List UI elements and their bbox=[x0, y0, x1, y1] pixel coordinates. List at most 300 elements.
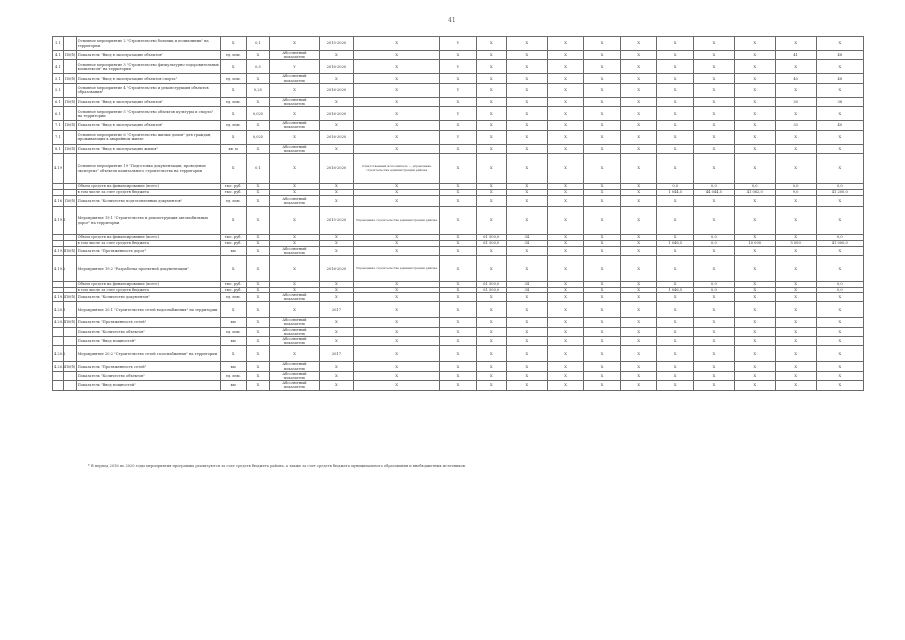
cell-value: X bbox=[476, 318, 506, 327]
cell-value: X bbox=[693, 107, 734, 121]
cell-code bbox=[63, 337, 76, 346]
cell-value: X bbox=[693, 83, 734, 97]
cell-value: X bbox=[693, 362, 734, 371]
cell-value: X bbox=[440, 74, 477, 83]
cell-period: X bbox=[319, 371, 353, 380]
cell-value: 61 500,0 bbox=[476, 235, 506, 241]
cell-name: Показатель "Количество документов" bbox=[76, 292, 220, 301]
cell-name: Основное мероприятие 5 "Строительство объектов культуры и спорта" на территории bbox=[76, 107, 220, 121]
cell-value: X bbox=[816, 83, 863, 97]
cell-value: X bbox=[693, 60, 734, 74]
cell-value: X bbox=[816, 37, 863, 51]
cell-value: Y bbox=[440, 130, 477, 144]
cell-value: X bbox=[657, 247, 694, 256]
cell-value: X bbox=[440, 327, 477, 336]
cell-val: 0,5 bbox=[246, 60, 270, 74]
table-row bbox=[53, 121, 864, 130]
cell-c4: Абсолютный показатель bbox=[270, 121, 319, 130]
cell-value: X bbox=[620, 235, 657, 241]
cell-value: X bbox=[620, 144, 657, 153]
cell-num: 4.19.2 bbox=[53, 256, 64, 282]
cell-value: X bbox=[816, 144, 863, 153]
cell-value: X bbox=[440, 235, 477, 241]
cell-period: X bbox=[319, 97, 353, 106]
cell-value: X bbox=[547, 371, 584, 380]
cell-value: X bbox=[620, 74, 657, 83]
cell-value: X bbox=[734, 60, 775, 74]
cell-value: 40 bbox=[816, 121, 863, 130]
cell-value: 41 200,0 bbox=[816, 190, 863, 196]
cell-value: X bbox=[657, 337, 694, 346]
cell-value: X bbox=[584, 37, 621, 51]
table-row bbox=[53, 256, 864, 282]
cell-name: Показатель "Протяженность сетей" bbox=[76, 318, 220, 327]
cell-num bbox=[53, 337, 64, 346]
cell-period: X bbox=[319, 362, 353, 371]
cell-name: Мероприятие 20.1 "Строительство сетей водоснабжения" на территории bbox=[76, 302, 220, 318]
cell-unit: ед. изм. bbox=[220, 196, 246, 207]
cell-value: X bbox=[734, 247, 775, 256]
cell-value: X bbox=[734, 107, 775, 121]
cell-period: X bbox=[319, 241, 353, 247]
cell-unit: км bbox=[220, 362, 246, 371]
cell-c4: X bbox=[270, 83, 319, 97]
cell-period: 2015-2020 bbox=[319, 37, 353, 51]
cell-value: X bbox=[657, 74, 694, 83]
cell-value: X bbox=[734, 207, 775, 235]
cell-value: 0,0 bbox=[775, 184, 816, 190]
cell-value: X bbox=[584, 196, 621, 207]
cell-c4: Абсолютный показатель bbox=[270, 318, 319, 327]
cell-value: X bbox=[693, 74, 734, 83]
cell-value: X bbox=[816, 371, 863, 380]
cell-value: 0,0 bbox=[816, 235, 863, 241]
cell-value: X bbox=[657, 207, 694, 235]
cell-value: X bbox=[547, 51, 584, 60]
cell-value: Y bbox=[440, 37, 477, 51]
cell-value: X bbox=[440, 287, 477, 292]
cell-value: X bbox=[620, 121, 657, 130]
cell-value: X bbox=[775, 235, 816, 241]
cell-value: X bbox=[506, 51, 547, 60]
cell-value: X bbox=[816, 256, 863, 282]
cell-period: X bbox=[319, 282, 353, 287]
cell-value: X bbox=[734, 51, 775, 60]
cell-value: X bbox=[547, 184, 584, 190]
cell-code: П0(б) bbox=[63, 318, 76, 327]
cell-unit: тыс. руб. bbox=[220, 184, 246, 190]
cell-val: X bbox=[246, 247, 270, 256]
cell-value: X bbox=[547, 302, 584, 318]
cell-num: 6.1 bbox=[53, 97, 64, 106]
cell-value: X bbox=[547, 362, 584, 371]
cell-value: X bbox=[547, 83, 584, 97]
cell-value: X bbox=[816, 130, 863, 144]
cell-name: в том числе за счет средств бюджета bbox=[76, 287, 220, 292]
cell-name: Показатель "Ввод в эксплуатацию объектов спорта" bbox=[76, 74, 220, 83]
cell-value: X bbox=[440, 207, 477, 235]
cell-value: X bbox=[775, 302, 816, 318]
cell-value: X bbox=[584, 346, 621, 362]
cell-code bbox=[63, 256, 76, 282]
cell-value: X bbox=[547, 130, 584, 144]
cell-num: 4.19.2 bbox=[53, 292, 64, 301]
cell-value: X bbox=[775, 37, 816, 51]
cell-name: Основное мероприятие 2 "Строительство больниц и поликлиник" на территории bbox=[76, 37, 220, 51]
cell-value: X bbox=[547, 97, 584, 106]
cell-value: X bbox=[657, 292, 694, 301]
cell-value: X bbox=[620, 37, 657, 51]
cell-value: X bbox=[775, 337, 816, 346]
cell-value: 38 bbox=[816, 97, 863, 106]
cell-value: X bbox=[775, 130, 816, 144]
cell-name: Объем средств на финансирование (всего) bbox=[76, 184, 220, 190]
cell-value: X bbox=[693, 371, 734, 380]
cell-value: 34 bbox=[506, 241, 547, 247]
cell-value: X bbox=[354, 51, 440, 60]
cell-value: X bbox=[440, 371, 477, 380]
cell-value: X bbox=[506, 190, 547, 196]
cell-value: X bbox=[506, 144, 547, 153]
table-row bbox=[53, 362, 864, 371]
cell-value: 0,0 bbox=[657, 184, 694, 190]
cell-value: X bbox=[657, 121, 694, 130]
cell-num: 5.1 bbox=[53, 83, 64, 97]
cell-value: X bbox=[476, 144, 506, 153]
cell-num: 4.1 bbox=[53, 51, 64, 60]
cell-val: 0,025 bbox=[246, 130, 270, 144]
cell-value: X bbox=[734, 154, 775, 184]
cell-value: X bbox=[547, 287, 584, 292]
cell-value: X bbox=[440, 318, 477, 327]
cell-value: X bbox=[547, 318, 584, 327]
cell-value: X bbox=[657, 107, 694, 121]
cell-value: X bbox=[547, 256, 584, 282]
cell-value: X bbox=[657, 51, 694, 60]
cell-value: Y bbox=[440, 107, 477, 121]
cell-code: П0(б) bbox=[63, 247, 76, 256]
cell-value: X bbox=[816, 207, 863, 235]
cell-value: X bbox=[506, 154, 547, 184]
cell-value: X bbox=[506, 247, 547, 256]
table-row bbox=[53, 97, 864, 106]
cell-c4: Абсолютный показатель bbox=[270, 97, 319, 106]
cell-name: Показатель "Ввод мощностей" bbox=[76, 337, 220, 346]
cell-value: X bbox=[354, 327, 440, 336]
cell-value: X bbox=[354, 196, 440, 207]
cell-value: 9,0 bbox=[775, 190, 816, 196]
table-row bbox=[53, 130, 864, 144]
cell-value: X bbox=[693, 51, 734, 60]
cell-value: X bbox=[620, 292, 657, 301]
cell-name: Мероприятие 19.2 "Разработка проектной документации" bbox=[76, 256, 220, 282]
cell-num: 4.20.2 bbox=[53, 346, 64, 362]
cell-value: X bbox=[775, 60, 816, 74]
cell-value: X bbox=[657, 83, 694, 97]
cell-value: X bbox=[476, 207, 506, 235]
table-row bbox=[53, 371, 864, 380]
cell-value: X bbox=[506, 362, 547, 371]
cell-name: Показатель "Протяженность сетей" bbox=[76, 362, 220, 371]
cell-value: 5 000 bbox=[775, 241, 816, 247]
table-row bbox=[53, 51, 864, 60]
cell-c4: X bbox=[270, 184, 319, 190]
cell-value: 48 bbox=[816, 74, 863, 83]
cell-value: X bbox=[693, 207, 734, 235]
cell-value: X bbox=[476, 51, 506, 60]
cell-value: X bbox=[620, 184, 657, 190]
cell-unit: ед. изм. bbox=[220, 74, 246, 83]
cell-value: X bbox=[693, 196, 734, 207]
cell-value: X bbox=[816, 60, 863, 74]
cell-code bbox=[63, 207, 76, 235]
cell-value: X bbox=[440, 121, 477, 130]
cell-unit: X bbox=[220, 302, 246, 318]
cell-value: X bbox=[476, 371, 506, 380]
cell-value: X bbox=[440, 154, 477, 184]
cell-value: X bbox=[584, 60, 621, 74]
cell-value: X bbox=[620, 282, 657, 287]
cell-val: X bbox=[246, 256, 270, 282]
cell-num: 4.1 bbox=[53, 60, 64, 74]
cell-value: X bbox=[584, 282, 621, 287]
cell-value: X bbox=[816, 247, 863, 256]
table-row bbox=[53, 207, 864, 235]
cell-value: 61 500,0 bbox=[476, 282, 506, 287]
cell-val: X bbox=[246, 337, 270, 346]
cell-value: X bbox=[547, 190, 584, 196]
cell-value: X bbox=[620, 346, 657, 362]
cell-value: X bbox=[506, 337, 547, 346]
cell-value: X bbox=[547, 60, 584, 74]
table-row bbox=[53, 292, 864, 301]
cell-value: X bbox=[584, 130, 621, 144]
cell-value: X bbox=[506, 130, 547, 144]
cell-c4: Абсолютный показатель bbox=[270, 371, 319, 380]
cell-value: X bbox=[584, 144, 621, 153]
table-body bbox=[53, 37, 864, 391]
cell-value: X bbox=[775, 154, 816, 184]
cell-value: X bbox=[506, 107, 547, 121]
cell-value: 0,0 bbox=[693, 241, 734, 247]
cell-name: Основное мероприятие 4 "Строительство и реконструкция объектов образования" bbox=[76, 83, 220, 97]
cell-value: X bbox=[693, 37, 734, 51]
cell-val: X bbox=[246, 371, 270, 380]
cell-unit: тыс. руб. bbox=[220, 287, 246, 292]
cell-value: 61 500,0 bbox=[476, 241, 506, 247]
cell-value: Управление строительства администрации района bbox=[354, 207, 440, 235]
cell-value: X bbox=[693, 292, 734, 301]
cell-value: X bbox=[506, 121, 547, 130]
cell-value: X bbox=[734, 37, 775, 51]
cell-period: 2016-2020 bbox=[319, 83, 353, 97]
cell-unit: ед. изм. bbox=[220, 371, 246, 380]
cell-code bbox=[63, 60, 76, 74]
cell-value: X bbox=[620, 327, 657, 336]
cell-value: Ответственный исполнитель — управление строительства администрации района bbox=[354, 154, 440, 184]
cell-name: Основное мероприятие 3 "Строительство физкультурно-оздоровительных комплексов" на территории bbox=[76, 60, 220, 74]
cell-val: X bbox=[246, 346, 270, 362]
cell-value: X bbox=[816, 154, 863, 184]
cell-value: X bbox=[354, 37, 440, 51]
cell-value: X bbox=[693, 144, 734, 153]
cell-val: X bbox=[246, 196, 270, 207]
cell-value: X bbox=[547, 241, 584, 247]
cell-value: X bbox=[506, 302, 547, 318]
cell-c4: X bbox=[270, 190, 319, 196]
cell-value: X bbox=[440, 282, 477, 287]
table-row bbox=[53, 337, 864, 346]
cell-value: X bbox=[547, 154, 584, 184]
cell-value: X bbox=[620, 97, 657, 106]
cell-value: X bbox=[693, 337, 734, 346]
cell-unit: X bbox=[220, 130, 246, 144]
cell-val: X bbox=[246, 282, 270, 287]
cell-val: X bbox=[246, 381, 270, 390]
cell-value: X bbox=[584, 121, 621, 130]
cell-value: X bbox=[775, 371, 816, 380]
cell-value: X bbox=[354, 190, 440, 196]
cell-value: X bbox=[620, 60, 657, 74]
cell-value: X bbox=[775, 144, 816, 153]
cell-value: X bbox=[440, 190, 477, 196]
cell-value: X bbox=[816, 318, 863, 327]
cell-value: X bbox=[354, 74, 440, 83]
cell-value: X bbox=[476, 346, 506, 362]
cell-value: X bbox=[620, 107, 657, 121]
cell-name: Показатель "Ввод в эксплуатацию объектов" bbox=[76, 121, 220, 130]
cell-value: X bbox=[476, 154, 506, 184]
cell-value: X bbox=[620, 83, 657, 97]
cell-value: X bbox=[734, 196, 775, 207]
cell-value: X bbox=[657, 60, 694, 74]
cell-unit: ед. изм. bbox=[220, 292, 246, 301]
cell-c4: X bbox=[270, 346, 319, 362]
cell-value: X bbox=[584, 318, 621, 327]
cell-name: Основное мероприятие 19 "Подготовка документации, проведение экспертиз" объектов капитального строительства на территории bbox=[76, 154, 220, 184]
cell-value: X bbox=[657, 144, 694, 153]
table-row bbox=[53, 346, 864, 362]
cell-c4: X bbox=[270, 241, 319, 247]
cell-val: X bbox=[246, 184, 270, 190]
cell-num bbox=[53, 327, 64, 336]
cell-value: X bbox=[354, 381, 440, 390]
cell-code bbox=[63, 302, 76, 318]
cell-value: X bbox=[476, 381, 506, 390]
cell-value: X bbox=[547, 107, 584, 121]
cell-value: X bbox=[620, 51, 657, 60]
cell-value: X bbox=[476, 107, 506, 121]
cell-value: X bbox=[734, 130, 775, 144]
cell-num bbox=[53, 381, 64, 390]
cell-unit: X bbox=[220, 60, 246, 74]
cell-val: X bbox=[246, 207, 270, 235]
cell-code: П0(б) bbox=[63, 292, 76, 301]
cell-value: 30 bbox=[775, 97, 816, 106]
cell-value: X bbox=[440, 256, 477, 282]
cell-val: X bbox=[246, 241, 270, 247]
cell-value: X bbox=[734, 287, 775, 292]
cell-value: X bbox=[775, 287, 816, 292]
cell-value: X bbox=[354, 287, 440, 292]
cell-value: 41 bbox=[775, 51, 816, 60]
cell-value: X bbox=[440, 51, 477, 60]
cell-name: Мероприятие 20.2 "Строительство сетей газоснабжения" на территории bbox=[76, 346, 220, 362]
cell-value: X bbox=[506, 327, 547, 336]
cell-value: 0,0 bbox=[693, 235, 734, 241]
cell-c4: Абсолютный показатель bbox=[270, 337, 319, 346]
cell-unit: X bbox=[220, 37, 246, 51]
cell-value: X bbox=[775, 282, 816, 287]
cell-value: X bbox=[547, 121, 584, 130]
cell-c4: Абсолютный показатель bbox=[270, 292, 319, 301]
cell-value: Управление строительства администрации района bbox=[354, 256, 440, 282]
cell-c4: Абсолютный показатель bbox=[270, 362, 319, 371]
cell-c4: Абсолютный показатель bbox=[270, 196, 319, 207]
cell-value: X bbox=[354, 235, 440, 241]
cell-value: X bbox=[440, 196, 477, 207]
cell-value: X bbox=[476, 60, 506, 74]
cell-value: X bbox=[476, 256, 506, 282]
cell-name: Основное мероприятие 6 "Строительство жилых домов" для граждан, проживающих в аварийном жилье bbox=[76, 130, 220, 144]
cell-value: X bbox=[440, 346, 477, 362]
cell-value: X bbox=[734, 83, 775, 97]
cell-value: X bbox=[775, 247, 816, 256]
cell-value: X bbox=[734, 97, 775, 106]
cell-value: X bbox=[816, 107, 863, 121]
cell-value: X bbox=[506, 256, 547, 282]
cell-value: X bbox=[476, 130, 506, 144]
cell-name: Объем средств на финансирование (всего) bbox=[76, 282, 220, 287]
cell-value: X bbox=[584, 247, 621, 256]
cell-value: X bbox=[775, 256, 816, 282]
cell-value: X bbox=[620, 190, 657, 196]
cell-c4: X bbox=[270, 282, 319, 287]
cell-code bbox=[63, 130, 76, 144]
cell-value: X bbox=[547, 327, 584, 336]
cell-value: X bbox=[506, 318, 547, 327]
cell-c4: X bbox=[270, 154, 319, 184]
cell-value: 0,0 bbox=[816, 282, 863, 287]
cell-value: X bbox=[440, 381, 477, 390]
cell-value: X bbox=[354, 371, 440, 380]
cell-period: X bbox=[319, 287, 353, 292]
table-row bbox=[53, 37, 864, 51]
cell-value: X bbox=[584, 207, 621, 235]
cell-value: X bbox=[506, 97, 547, 106]
cell-name: Показатель "Количество подготовленных документов" bbox=[76, 196, 220, 207]
cell-c4: X bbox=[270, 235, 319, 241]
cell-unit: ед. изм. bbox=[220, 121, 246, 130]
cell-unit: тыс. руб. bbox=[220, 282, 246, 287]
cell-value: X bbox=[440, 292, 477, 301]
cell-value: 40 bbox=[775, 74, 816, 83]
cell-value: X bbox=[657, 346, 694, 362]
cell-period: X bbox=[319, 196, 353, 207]
cell-val: X bbox=[246, 287, 270, 292]
cell-value: X bbox=[657, 318, 694, 327]
cell-value: X bbox=[816, 196, 863, 207]
cell-value: 1 046,5 bbox=[657, 241, 694, 247]
cell-value: 1 046,5 bbox=[657, 287, 694, 292]
cell-value: X bbox=[476, 184, 506, 190]
cell-value: X bbox=[620, 381, 657, 390]
cell-unit: X bbox=[220, 107, 246, 121]
cell-value: X bbox=[657, 37, 694, 51]
cell-value: X bbox=[816, 381, 863, 390]
cell-value: X bbox=[354, 83, 440, 97]
cell-value: X bbox=[440, 362, 477, 371]
